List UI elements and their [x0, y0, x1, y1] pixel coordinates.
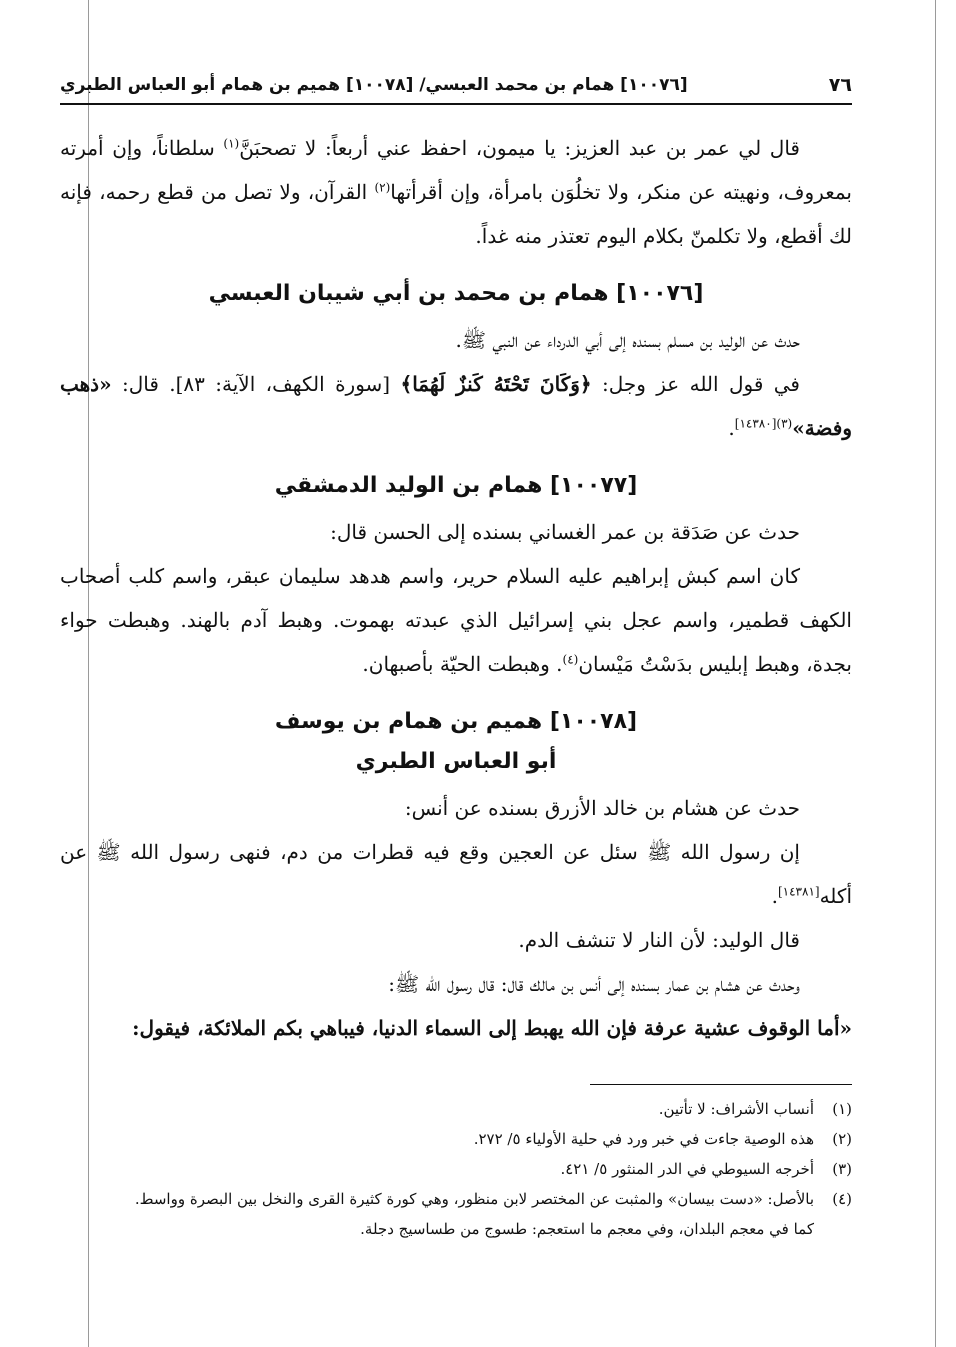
entry-10078-isnad: حدث عن هشام بن خالد الأزرق بسنده عن أنس:: [404, 796, 800, 820]
footnote-rule: [590, 1084, 852, 1085]
entry-10077-text-2: . وهبطت الحيّة بأصبهان.: [362, 652, 563, 676]
footnote-marker-3: (٣): [776, 416, 793, 431]
footnote-text: أنساب الأشراف: لا تأتين.: [658, 1100, 814, 1118]
footnote-number: (٣): [832, 1160, 852, 1178]
entry-10078-isnad-2: وحدث عن هشام بن عمار بسنده إلى أنس بن مالك قال: قال رسول الله ﷺ:: [388, 972, 800, 996]
entry-10078-end: .: [771, 884, 778, 908]
footnote-2: [66, 1124, 852, 1154]
entry-heading-10078-line1: [١٠٠٧٨] هميم بن همام بن يوسف: [274, 709, 638, 734]
footnote-number: (٢): [832, 1130, 852, 1148]
entry-10076-text-2: [سورة الكهف، الآية: ٨٣]. قال:: [111, 372, 401, 396]
footnote-marker-2: (٢): [374, 180, 391, 195]
entry-10077-text: [60, 554, 852, 686]
footnote-text: بالأصل: «دست بيسان» والمثبت عن المختصر لابن منظور، وهي كورة كثيرة القرى والنخل بين البصرة وواسط.: [134, 1190, 814, 1208]
intro-text-1: قال لي عمر بن عبد العزيز: يا ميمون، احفظ عني أربعاً: لا تصحبَنَّ: [239, 136, 800, 160]
header-rule: [60, 103, 852, 105]
intro-text-2: سلطاناً، وإن أمرته بمعروف، ونهيته عن منكر، ولا تخلُوَن بامرأة، وإن أقرأتها: [60, 136, 852, 204]
entry-10078-comment: قال الوليد: لأن النار لا تنشف الدم.: [518, 928, 800, 952]
entry-10076-text: [60, 362, 852, 450]
footnote-text: أخرجه السيوطي في الدر المنثور ٥/ ٤٢١.: [560, 1160, 814, 1178]
intro-paragraph: [60, 126, 852, 258]
footnote-text: هذه الوصية جاءت في خبر ورد في حلية الأولياء ٥/ ٢٧٢.: [473, 1130, 814, 1148]
main-text: [60, 126, 852, 1050]
entry-heading-10078-line2: أبو العباس الطبري: [355, 749, 557, 774]
footnote-3: [66, 1154, 852, 1184]
right-margin-line: [935, 0, 936, 1347]
hadith-number-14380: [١٤٣٨٠]: [734, 416, 777, 431]
entry-10076-text-1: في قول الله عز وجل:: [591, 372, 800, 396]
entry-10076-end: .: [728, 416, 735, 440]
footnote-4: [66, 1184, 852, 1214]
intro-text-3: القرآن، ولا تصل من قطع رحمه، فإنه لك أقطع، ولا تكلمنّ بكلام اليوم تعتذر منه غداً.: [60, 180, 852, 248]
hadith-number-14381: [١٤٣٨١]: [777, 884, 820, 899]
entry-10078-hadith: «أما الوقوف عشية عرفة فإن الله يهبط إلى السماء الدنيا، فيباهي بكم الملائكة، فيقول:: [132, 1016, 852, 1040]
footnote-marker-1: (١): [223, 136, 240, 151]
footnotes: [66, 1094, 852, 1244]
entry-10077-text-1: كان اسم كبش إبراهيم عليه السلام حرير، واسم هدهد سليمان عبقر، واسم كلب أصحاب الكهف قطمير، واسم عجل بني إسرائيل الذي عبدته بهموت. وهبط آدم بالهند. وهبطت حواء بجدة، وهبط إبليس بدَسْتُ مَيْسان: [60, 564, 852, 676]
entry-10078-text-1: إن رسول الله ﷺ سئل عن العجين وقع فيه قطرات من دم، فنهى رسول الله ﷺ عن أكله: [60, 840, 852, 908]
entry-10078-text: [60, 830, 852, 918]
footnote-marker-4: (٤): [562, 652, 579, 667]
footnote-number: (٤): [832, 1190, 852, 1208]
hadith-quote: «ذهب وفضة»: [60, 372, 852, 440]
entry-heading-10076: [١٠٠٧٦] همام بن محمد بن أبي شيبان العبسي: [208, 281, 704, 306]
footnote-1: [66, 1094, 852, 1124]
footnote-number: (١): [832, 1100, 852, 1118]
running-header: [60, 70, 852, 100]
entry-10077-isnad: حدث عن صَدَقة بن عمر الغساني بسنده إلى الحسن قال:: [330, 520, 800, 544]
entry-10076-isnad: حدث عن الوليد بن مسلم بسنده إلى أبي الدرداء عن النبي ﷺ.: [455, 328, 800, 352]
quran-verse: ﴿وَكَانَ تَحْتَهُ كَنزٌ لَهُمَا﴾: [400, 372, 592, 396]
entry-heading-10078: [60, 702, 852, 782]
entry-heading-10077: [١٠٠٧٧] همام بن الوليد الدمشقي: [274, 473, 638, 498]
running-title: [١٠٠٧٦] همام بن محمد العبسي/ [١٠٠٧٨] هميم بن همام أبو العباس الطبري: [60, 75, 688, 95]
page-number: ٧٦: [828, 74, 852, 96]
footnote-4-continuation: كما في معجم البلدان، وفي معجم ما استعجم: طسوج من طساسيج دجلة.: [360, 1220, 814, 1238]
